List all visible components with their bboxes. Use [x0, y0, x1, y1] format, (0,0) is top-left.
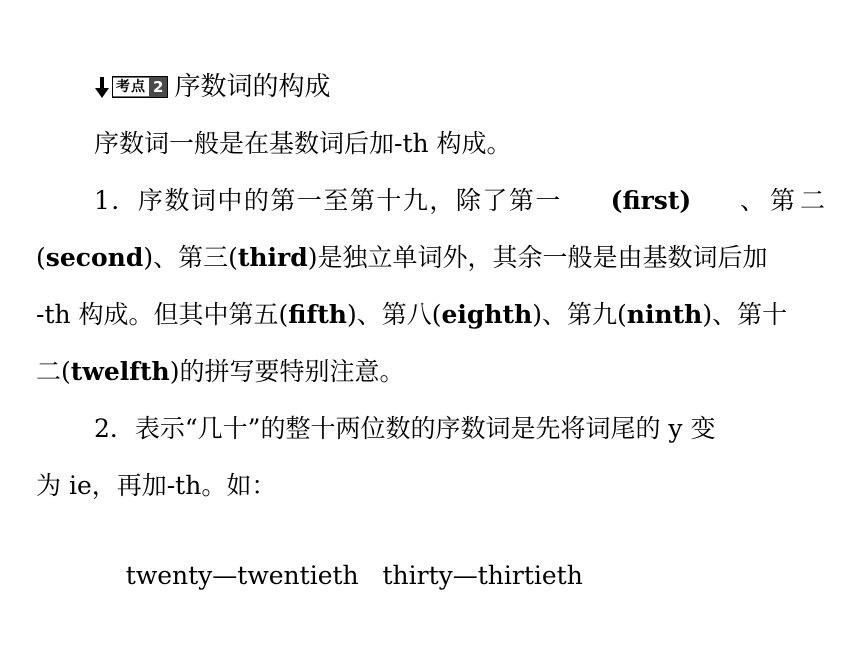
p1-line3-seg1: -th 构成。但其中第五(: [36, 300, 289, 329]
p1-line3-seg3: )、第八(: [346, 300, 442, 329]
p2-line1-text: 2．表示“几十”的整十两位数的序数词是先将词尾的 y 变: [94, 414, 716, 443]
p1-line2-seg3: )、第三(: [143, 243, 238, 272]
p1-line4-seg3: )的拼写要特别注意。: [169, 357, 405, 386]
p1-line2-seg5: )是独立单词外，其余一般是由基数词后加: [307, 243, 768, 272]
example-text: twenty—twentieth thirty—thirtieth: [125, 561, 583, 590]
p2-line1: [94, 412, 716, 446]
down-arrow-icon: [94, 74, 110, 100]
term-twelfth: twelfth: [70, 357, 170, 386]
p1-line3-seg5: )、第九(: [532, 300, 627, 329]
term-second: second: [45, 243, 144, 272]
section-heading: [94, 70, 330, 104]
term-first: (first): [610, 186, 692, 215]
p1-line3-seg7: )、第十: [702, 300, 788, 329]
p1-line1-tail: 、第二: [739, 186, 830, 215]
p2-line2-text: 为 ie，再加-th。如：: [36, 471, 277, 500]
p1-line2-seg1: (: [36, 243, 46, 272]
badge-number: 2: [149, 77, 167, 97]
p1-line4: [36, 355, 404, 389]
term-fifth: fifth: [288, 300, 347, 329]
term-third: third: [237, 243, 308, 272]
badge-label: 考点: [113, 78, 149, 96]
p1-line2: [36, 241, 832, 275]
intro-line: [94, 127, 512, 161]
p1-line3: [36, 298, 832, 332]
p2-line2: [36, 469, 276, 503]
p1-line1: [94, 184, 830, 218]
term-eighth: eighth: [441, 300, 533, 329]
section-title: 序数词的构成: [174, 72, 331, 102]
term-ninth: ninth: [626, 300, 703, 329]
example-line: [94, 525, 583, 627]
p1-line4-seg1: 二(: [36, 357, 71, 386]
intro-text: 序数词一般是在基数词后加-th 构成。: [94, 129, 512, 158]
section-badge: [112, 76, 168, 98]
p1-line1-text: 1．序数词中的第一至第十九，除了第一: [94, 186, 562, 215]
p1-line1-term: [611, 184, 692, 218]
